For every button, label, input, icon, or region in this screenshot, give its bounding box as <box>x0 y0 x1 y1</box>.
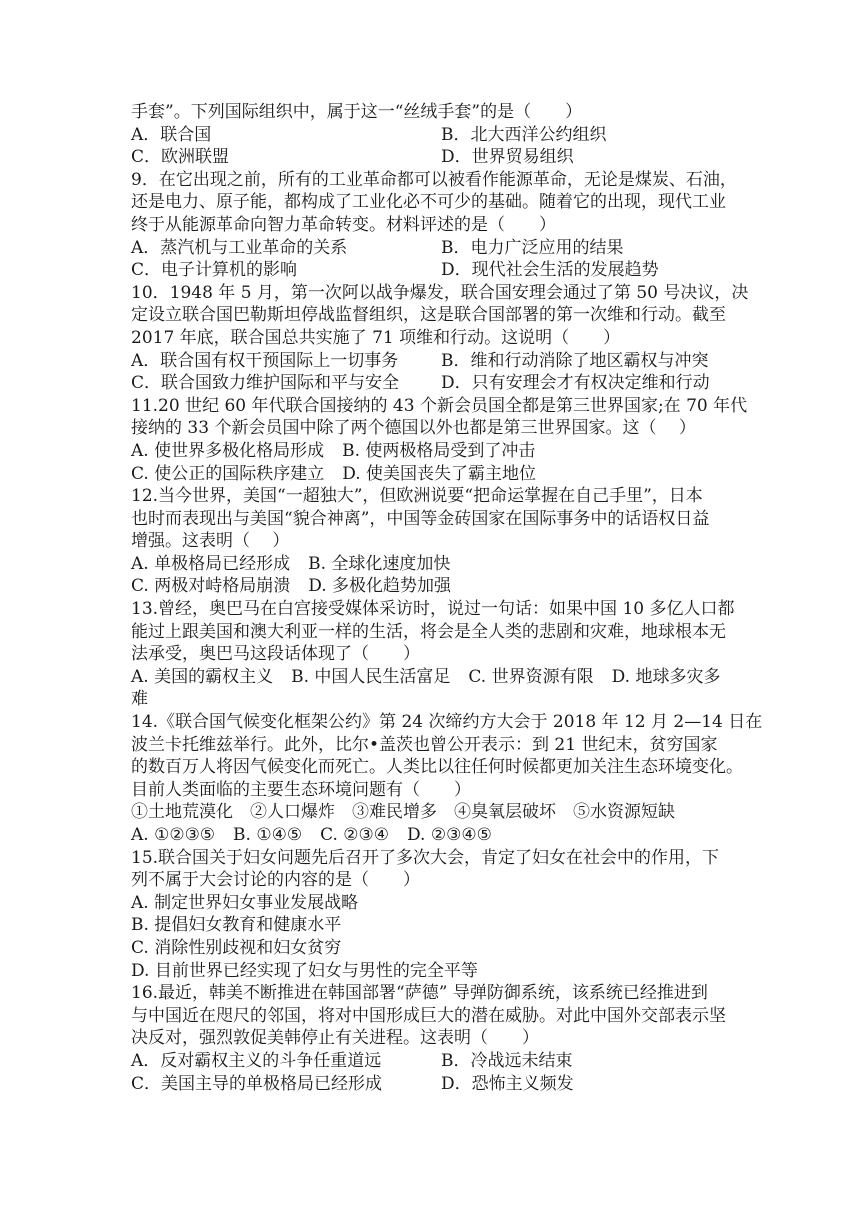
q12-stem-line: 12.当今世界，美国“一超独大”，但欧洲说要“把命运掌握在自己手里”，日本 <box>131 486 703 507</box>
q9-stem-line: 还是电力、原子能，都构成了工业化必不可少的基础。随着它的出现，现代工业 <box>131 192 726 213</box>
q15-stem-line: 15.联合国关于妇女问题先后召开了多次大会，肯定了妇女在社会中的作用，下 <box>131 847 720 868</box>
q14-options-row <box>131 824 751 847</box>
q10-stem-line: 10．1948 年 5 月，第一次阿以战争爆发，联合国安理会通过了第 50 号决议，决 <box>131 282 749 303</box>
q11-stem-line: 11.20 世纪 60 年代联合国接纳的 43 个新会员国全都是第三世界国家;在 70 年代 <box>131 395 748 416</box>
q8-options-row-1 <box>131 124 751 147</box>
q12-options-row-2 <box>131 575 751 598</box>
q15-option-a: A. 制定世界妇女事业发展战略 <box>131 892 359 913</box>
q16-option-d: D．恐怖主义频发 <box>441 1073 574 1094</box>
q10-stem-line: 2017 年底，联合国总共实施了 71 项维和行动。这说明（ ） <box>131 327 621 348</box>
q9-stem-line: 9．在它出现之前，所有的工业革命都可以被看作能源革命，无论是煤炭、石油， <box>131 169 737 190</box>
exam-page <box>131 101 763 1095</box>
q11-option-d: D. 使美国丧失了霸主地位 <box>342 463 537 484</box>
q16-stem-line: 16.最近，韩美不断推进在韩国部署“萨德” 导弹防御系统，该系统已经推进到 <box>131 983 708 1004</box>
q11-option-c: C. 使公正的国际秩序建立 <box>131 463 325 484</box>
q9-options-row-1 <box>131 237 751 260</box>
q15-option-c: C. 消除性别歧视和妇女贫穷 <box>131 937 342 958</box>
q10-stem-line: 定设立联合国巴勒斯坦停战监督组织，这是联合国部署的第一次维和行动。截至 <box>131 305 726 326</box>
q9-option-a: A．蒸汽机与工业革命的关系 <box>131 237 348 258</box>
q14-option-c: C. ②③④ <box>320 825 390 845</box>
q16-stem-line: 决反对，强烈敦促美韩停止有关进程。这表明（ ） <box>131 1028 539 1049</box>
q15-stem-line: 列不属于大会讨论的内容的是（ ） <box>131 870 420 891</box>
q13-stem-line: 13.曾经，奥巴马在白宫接受媒体采访时，说过一句话：如果中国 10 多亿人口都 <box>131 599 735 620</box>
q9-option-d: D．现代社会生活的发展趋势 <box>441 260 659 281</box>
q16-option-c: C．美国主导的单极格局已经形成 <box>131 1073 383 1094</box>
q8-option-d: D．世界贸易组织 <box>441 147 574 168</box>
q11-option-b: B. 使两极格局受到了冲击 <box>342 440 536 461</box>
q14-option-a: A. ①②③⑤ <box>131 825 216 845</box>
q8-options-row-2 <box>131 146 751 169</box>
q12-options-row-1 <box>131 553 751 576</box>
q11-stem-line: 接纳的 33 个新会员国中除了两个德国以外也都是第三世界国家。这（ ） <box>131 418 696 439</box>
q13-option-c: C. 世界资源有限 <box>468 666 594 687</box>
q12-option-a: A. 单极格局已经形成 <box>131 553 291 574</box>
q11-options-row-1 <box>131 440 751 463</box>
q12-stem-line: 增强。这表明（ ） <box>131 531 290 552</box>
q13-option-a: A. 美国的霸权主义 <box>131 666 274 687</box>
q14-option-b: B. ①④⑤ <box>233 825 303 845</box>
q14-stem-line: 目前人类面临的主要生态环境问题有（ ） <box>131 779 471 800</box>
q10-option-a: A．联合国有权干预国际上一切事务 <box>131 350 399 371</box>
q9-option-c: C．电子计算机的影响 <box>131 260 298 281</box>
q10-option-b: B．维和行动消除了地区霸权与冲突 <box>441 350 709 371</box>
q8-stem-tail: 手套”。下列国际组织中，属于这一“丝绒手套”的是（ ） <box>131 102 583 122</box>
q14-stem-line: 14.《联合国气候变化框架公约》第 24 次缔约方大会于 2018 年 12 月 2—14 日在 <box>131 712 763 733</box>
q9-options-row-2 <box>131 259 751 282</box>
q13-stem-line: 法承受，奥巴马这段话体现了（ ） <box>131 644 420 665</box>
q10-options-row-2 <box>131 372 751 395</box>
q12-stem-line: 也时而表现出与美国“貌合神离”，中国等金砖国家在国际事务中的话语权日益 <box>131 508 710 529</box>
q16-stem-line: 与中国近在咫尺的邻国，将对中国形成巨大的潜在威胁。对此中国外交部表示坚 <box>131 1005 726 1026</box>
q15-option-d: D. 目前世界已经实现了妇女与男性的完全平等 <box>131 960 478 981</box>
q10-options-row-1 <box>131 350 751 373</box>
q13-option-d-wrap: 难 <box>131 689 148 710</box>
q16-options-row-1 <box>131 1050 751 1073</box>
q13-option-d: D. 地球多灾多 <box>611 666 721 687</box>
q16-options-row-2 <box>131 1073 751 1096</box>
q16-option-b: B．冷战远未结束 <box>441 1050 573 1071</box>
q10-option-d: D．只有安理会才有权决定维和行动 <box>441 373 710 394</box>
q8-option-b: B．北大西洋公约组织 <box>441 124 607 145</box>
q13-options-row <box>131 666 751 689</box>
q14-choices-list: ①土地荒漠化 ②人口爆炸 ③难民增多 ④臭氧层破坏 ⑤水资源短缺 <box>131 802 675 823</box>
q11-option-a: A. 使世界多极化格局形成 <box>131 440 325 461</box>
q8-option-a: A．联合国 <box>131 124 212 145</box>
q14-stem-line: 波兰卡托维兹举行。此外，比尔•盖茨也曾公开表示：到 21 世纪末，贫穷国家 <box>131 734 718 755</box>
q14-option-d: D. ②③④⑤ <box>407 825 492 845</box>
q9-stem-line: 终于从能源革命向智力革命转变。材料评述的是（ ） <box>131 214 556 235</box>
q13-stem-line: 能过上跟美国和澳大利亚一样的生活，将会是全人类的悲剧和灾难，地球根本无 <box>131 621 726 642</box>
q12-option-d: D. 多极化趋势加强 <box>308 576 452 597</box>
q13-option-b: B. 中国人民生活富足 <box>291 666 451 687</box>
q8-option-c: C．欧洲联盟 <box>131 147 230 168</box>
q16-option-a: A．反对霸权主义的斗争任重道远 <box>131 1050 382 1071</box>
q14-stem-line: 的数百万人将因气候变化而死亡。人类比以往任何时候都更加关注生态环境变化。 <box>131 757 743 778</box>
q10-option-c: C．联合国致力维护国际和平与安全 <box>131 373 400 394</box>
q12-option-c: C. 两极对峙格局崩溃 <box>131 576 291 597</box>
q11-options-row-2 <box>131 463 751 486</box>
q15-option-b: B. 提倡妇女教育和健康水平 <box>131 915 342 936</box>
q12-option-b: B. 全球化速度加快 <box>308 553 451 574</box>
q9-option-b: B．电力广泛应用的结果 <box>441 237 624 258</box>
